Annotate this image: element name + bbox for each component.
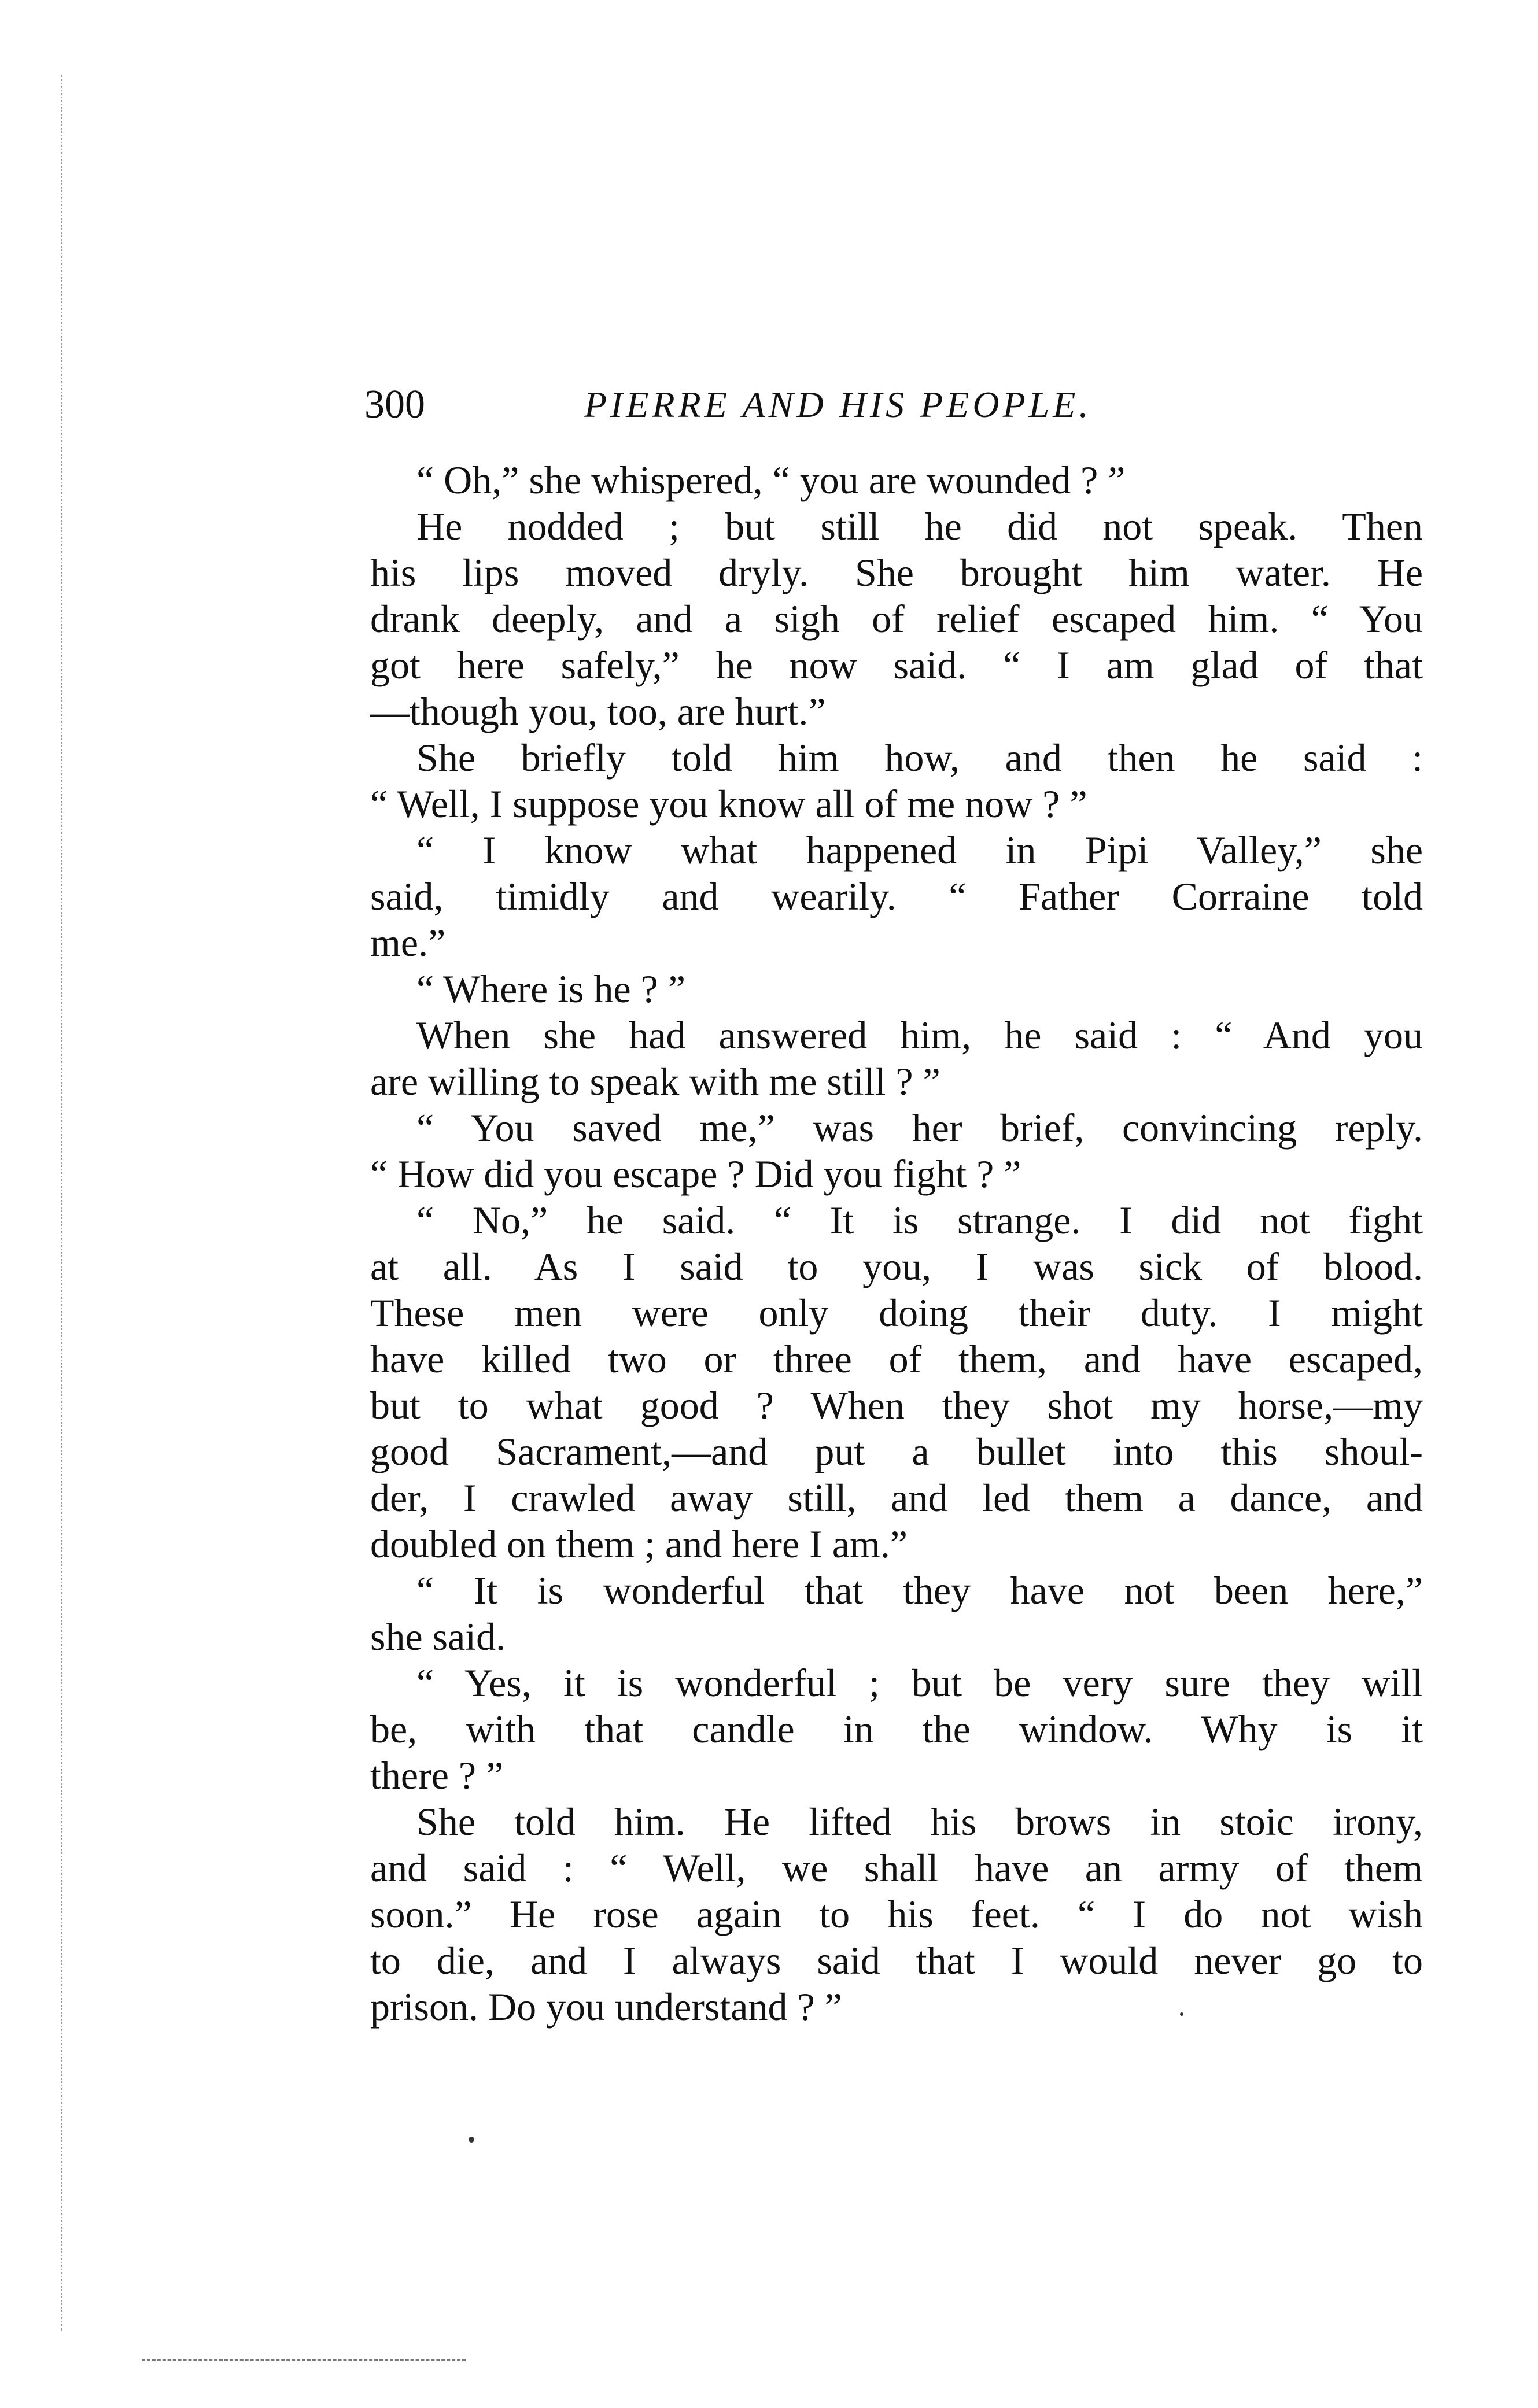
body-text [370,457,1423,2030]
text-line: “ Where is he ? ” [416,967,686,1011]
text-line: —though you, too, are hurt.” [370,689,826,733]
page-number: 300 [364,382,425,427]
text-line: she said. [370,1615,506,1659]
text-line: “ I know what happened in Pipi Valley,” she [416,828,1423,872]
page-edge-rule [142,2359,466,2361]
text-line: She briefly told him how, and then he said : [416,736,1423,780]
text-line: be, with that candle in the window. Why is it [370,1707,1423,1751]
text-line: prison. Do you understand ? ” [370,1985,842,2029]
text-line: “ It is wonderful that they have not been here,” [416,1568,1423,1612]
text-line: drank deeply, and a sigh of relief escaped him. “ You [370,597,1423,641]
text-line: “ Yes, it is wonderful ; but be very sure they will [416,1661,1423,1705]
text-line: These men were only doing their duty. I might [370,1291,1423,1335]
text-line: “ How did you escape ? Did you fight ? ” [370,1152,1021,1196]
text-line: his lips moved dryly. She brought him water. He [370,551,1423,594]
text-line: der, I crawled away still, and led them a dance, and [370,1476,1423,1520]
text-line: at all. As I said to you, I was sick of blood. [370,1244,1423,1288]
text-line: and said : “ Well, we shall have an army of them [370,1846,1423,1890]
page-header [364,370,1267,440]
text-line: soon.” He rose again to his feet. “ I do not wish [370,1892,1423,1936]
text-line: When she had answered him, he said : “ And you [416,1013,1423,1057]
ink-speck [1180,2012,1183,2016]
text-line: me.” [370,921,446,965]
text-line: doubled on them ; and here I am.” [370,1522,908,1566]
text-line: said, timidly and wearily. “ Father Corraine told [370,874,1423,918]
text-line: “ You saved me,” was her brief, convincing reply. [416,1106,1423,1150]
running-title: PIERRE AND HIS PEOPLE. [584,384,1092,425]
text-line: “ No,” he said. “ It is strange. I did not fight [416,1198,1423,1242]
ink-speck [469,2137,474,2143]
text-line: to die, and I always said that I would never go to [370,1938,1423,1982]
gutter-marks [61,75,86,2331]
text-line: She told him. He lifted his brows in stoic irony, [416,1800,1423,1844]
text-line: have killed two or three of them, and have escaped, [370,1337,1423,1381]
text-line: there ? ” [370,1753,504,1797]
text-line: are willing to speak with me still ? ” [370,1059,940,1103]
text-line: but to what good ? When they shot my horse,—my [370,1383,1423,1427]
text-line: good Sacrament,—and put a bullet into this shoul- [370,1430,1423,1473]
text-line: “ Well, I suppose you know all of me now ? ” [370,782,1087,826]
text-line: He nodded ; but still he did not speak. Then [416,504,1423,548]
text-line: got here safely,” he now said. “ I am glad of that [370,643,1423,687]
text-line: “ Oh,” she whispered, “ you are wounded ? ” [416,458,1126,502]
